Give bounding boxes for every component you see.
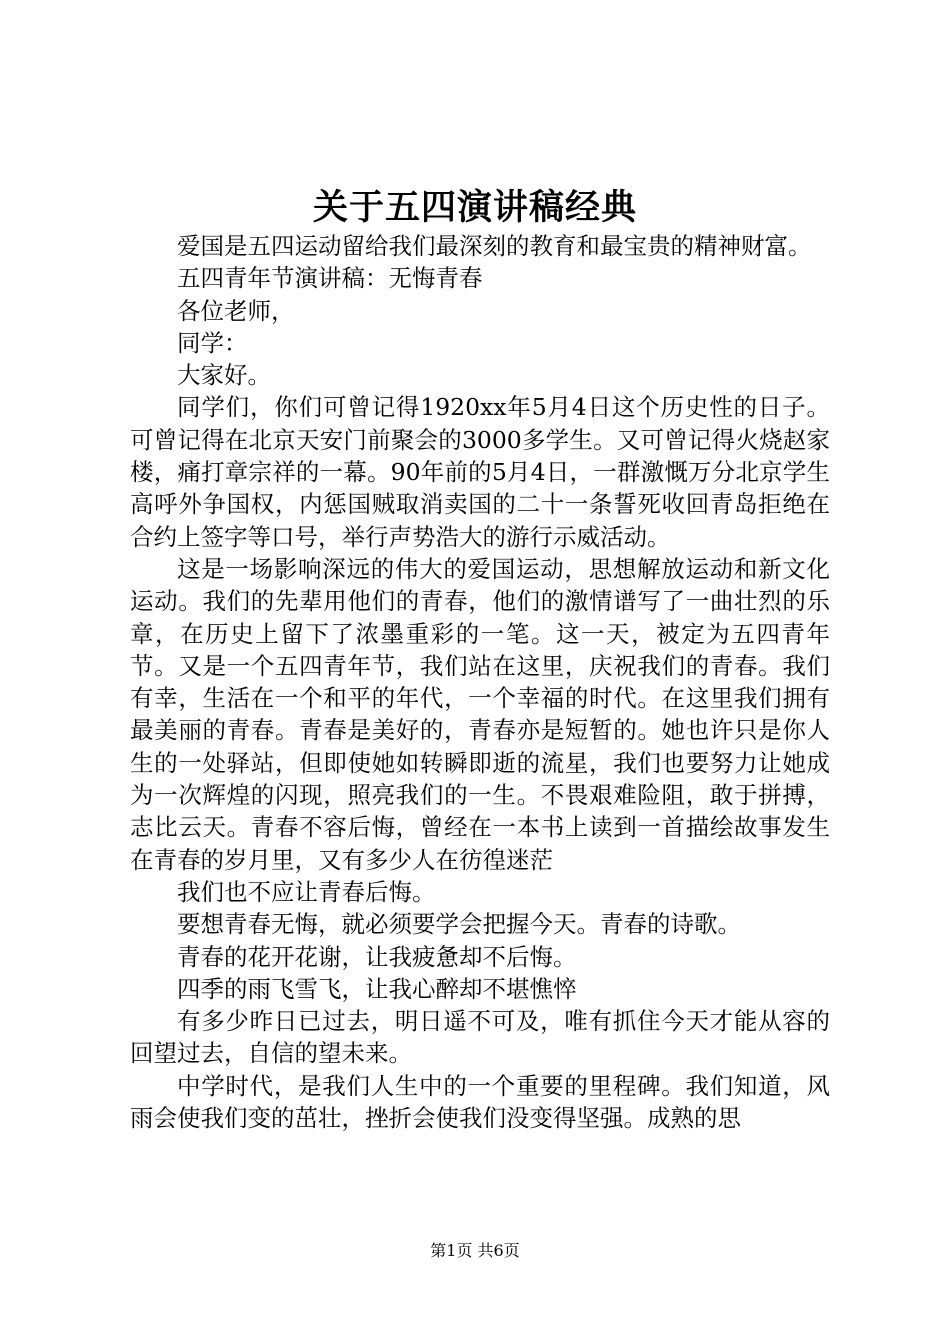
paragraph: 大家好。 — [177, 361, 271, 390]
paragraph: 同学： — [177, 328, 248, 357]
paragraph: 四季的雨飞雪飞，让我心醉却不堪憔悴 — [177, 974, 577, 1003]
document-title: 关于五四演讲稿经典 — [312, 187, 637, 228]
paragraph: 要想青春无悔，就必须要学会把握今天。青春的诗歌。 — [177, 910, 741, 939]
paragraph: 各位老师， — [177, 296, 295, 325]
paragraph: 爱国是五四运动留给我们最深刻的教育和最宝贵的精神财富。 — [177, 232, 812, 260]
paragraph: 同学们，你们可曾记得1920xx年5月4日这个历史性的日子。可曾记得在北京天安门前聚会的3000多学生。又可曾记得火烧赵家楼，痛打章宗祥的一幕。90年前的5月4日，一群激慨万分北京学生高呼外争国权，内惩国贼取消卖国的二十一条誓死收回青岛拒绝在合约上签字等口号，举行声势浩大的游行示威活动。 — [130, 393, 830, 551]
paragraph: 五四青年节演讲稿：无悔青春 — [177, 264, 483, 293]
paragraph: 有多少昨日已过去，明日遥不可及，唯有抓住今天才能从容的回望过去，自信的望未来。 — [130, 1007, 830, 1068]
paragraph: 中学时代，是我们人生中的一个重要的里程碑。我们知道，风雨会使我们变的茁壮，挫折会使我们没变得坚强。成熟的思 — [130, 1071, 830, 1133]
document-body — [130, 230, 830, 1134]
page-number-footer: 第1页 共6页 — [430, 1241, 520, 1260]
paragraph: 这是一场影响深远的伟大的爱国运动，思想解放运动和新文化运动。我们的先辈用他们的青春，他们的激情谱写了一曲壮烈的乐章，在历史上留下了浓墨重彩的一笔。这一天，被定为五四青年节。又是一个五四青年节，我们站在这里，庆祝我们的青春。我们有幸，生活在一个和平的年代，一个幸福的时代。在这里我们拥有最美丽的青春。青春是美好的，青春亦是短暂的。她也许只是你人生的一处驿站，但即使她如转瞬即逝的流星，我们也要努力让她成为一次辉煌的闪现，照亮我们的一生。不畏艰难险阻，敢于拼搏，志比云天。青春不容后悔，曾经在一本书上读到一首描绘故事发生在青春的岁月里，又有多少人在彷徨迷茫 — [130, 554, 830, 874]
paragraph: 青春的花开花谢，让我疲惫却不后悔。 — [177, 942, 577, 971]
paragraph: 我们也不应让青春后悔。 — [177, 877, 436, 906]
